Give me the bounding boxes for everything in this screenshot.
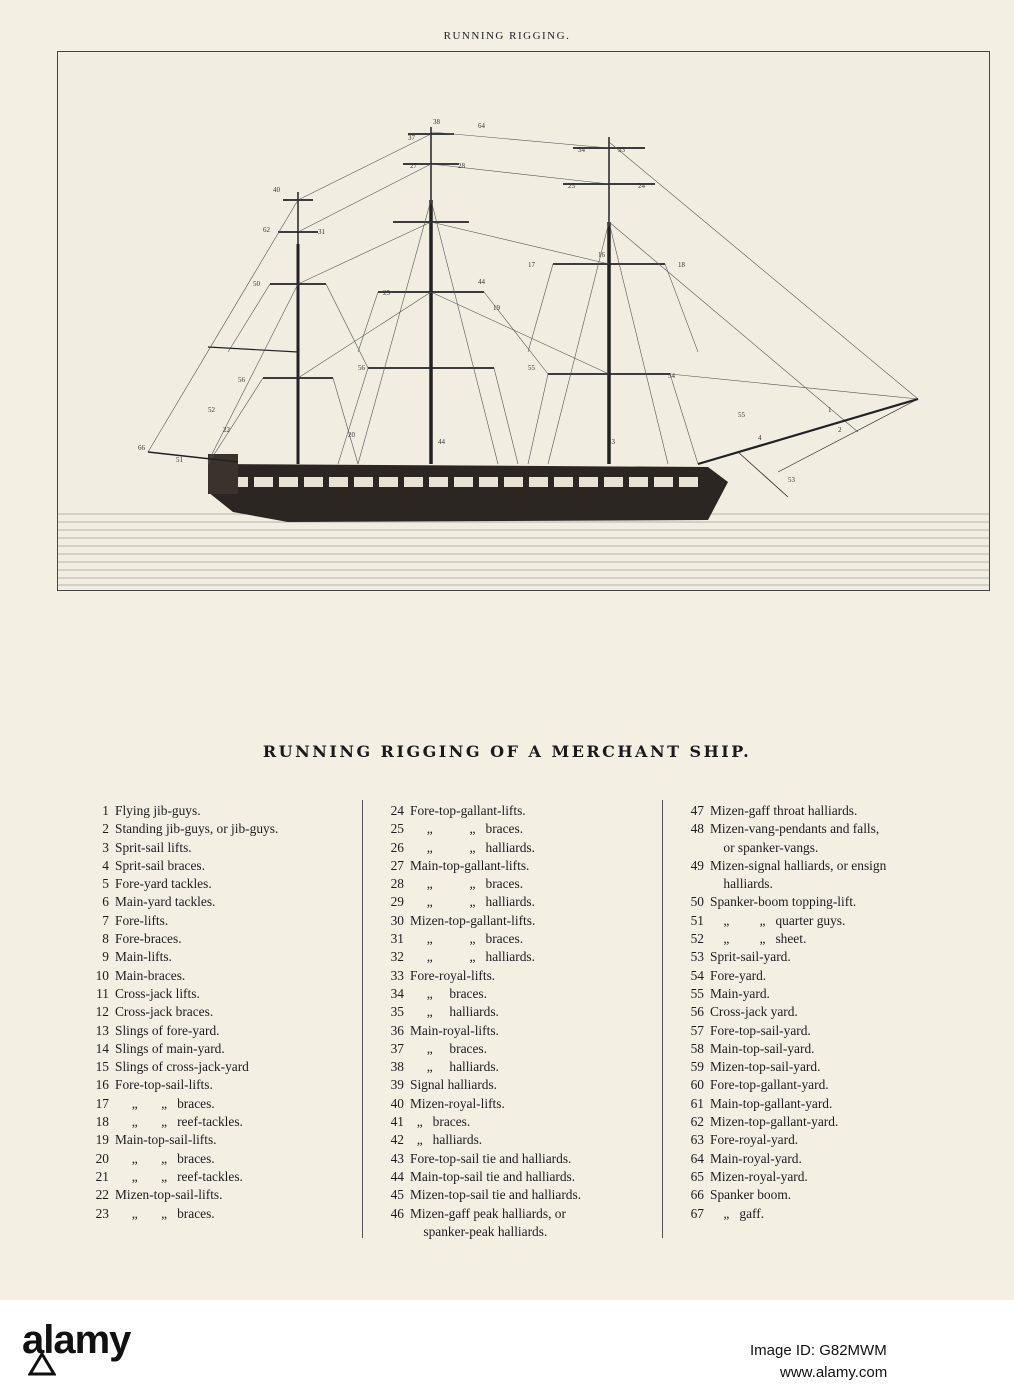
legend-entry-number [670,875,710,893]
svg-text:1: 1 [828,406,832,414]
legend-entry [75,948,360,966]
legend-entry-text: „ „ sheet. [710,931,807,947]
legend-entry-text: Spanker-boom topping-lift. [710,894,857,910]
legend-column-2 [370,802,660,1241]
legend-entry-text: „ halliards. [410,1004,499,1020]
legend-entry-text: Main-top-sail-lifts. [115,1132,217,1148]
svg-text:31: 31 [318,228,325,236]
legend-entry [670,875,970,893]
legend-entry [75,1076,360,1094]
legend-entry-text: „ „ braces. [115,1205,215,1221]
legend-entry-number: 32 [390,949,404,965]
legend-entry-number: 63 [690,1132,704,1148]
legend-entry-number: 55 [690,985,704,1001]
legend-entry-number: 20 [95,1150,109,1166]
legend-entry-text: Main-royal-yard. [710,1150,802,1166]
column-divider [362,800,363,1238]
legend-entry-number: 38 [390,1059,404,1075]
legend-entry-number: 21 [95,1168,109,1184]
legend-entry-number: 37 [390,1040,404,1056]
legend-entry [75,839,360,857]
legend-entry [370,1040,660,1058]
legend-entry-number: 50 [690,894,704,910]
legend-entry-number: 10 [95,967,109,983]
legend-entry-text: Mizen-top-sail-lifts. [115,1187,223,1203]
legend-entry-number: 9 [102,949,109,965]
legend-entry [75,912,360,930]
legend-entry-number: 17 [95,1095,109,1111]
svg-text:40: 40 [273,186,280,194]
image-id-text: Image ID: G82MWM [750,1342,887,1359]
legend-entry-text: Main-lifts. [115,949,172,965]
legend-entry-text: Slings of cross-jack-yard [115,1059,249,1075]
legend-entry-number [670,839,710,857]
svg-text:4: 4 [758,434,762,442]
svg-text:44: 44 [478,278,485,286]
legend-entry [670,1113,970,1131]
legend-entry-number: 40 [390,1095,404,1111]
legend-entry-text: „ „ reef-tackles. [115,1114,243,1130]
svg-text:62: 62 [263,226,270,234]
legend-entry-text: Main-yard. [710,985,770,1001]
legend-entry-number: 27 [390,857,404,873]
legend-entry-text: Mizen-royal-lifts. [410,1095,505,1111]
legend-entry [370,985,660,1003]
sea-lines [58,514,989,585]
legend-entry-text: Main-top-gallant-yard. [710,1095,833,1111]
watermark-logo: alamy [22,1318,131,1362]
legend-column-3 [670,802,970,1223]
legend-entry-text: „ „ braces. [410,821,524,837]
legend-entry-number: 43 [390,1150,404,1166]
legend-entry-text: Cross-jack yard. [710,1004,798,1020]
legend-entry [370,1003,660,1021]
legend-entry-text: Cross-jack lifts. [115,985,200,1001]
legend-entry [370,1113,660,1131]
svg-text:66: 66 [138,444,145,452]
legend-entry-text: Main-top-sail tie and halliards. [410,1168,576,1184]
legend-entry-number: 13 [95,1022,109,1038]
legend-entry-number: 33 [390,967,404,983]
legend-entry [75,893,360,911]
legend-entry [75,930,360,948]
legend-entry-text: Fore-top-gallant-yard. [710,1077,829,1093]
legend-entry [75,802,360,820]
svg-text:51: 51 [176,456,183,464]
legend-entry [370,948,660,966]
legend-column-1 [75,802,360,1223]
legend-entry [370,1022,660,1040]
legend-entry-number: 12 [95,1004,109,1020]
legend-entry-text: „ „ halliards. [410,894,535,910]
legend-entry [370,857,660,875]
legend-entry [670,1076,970,1094]
legend-entry-number: 51 [690,912,704,928]
legend-entry [670,967,970,985]
legend-entry [670,985,970,1003]
legend-entry-number: 62 [690,1114,704,1130]
legend-entry [670,1150,970,1168]
legend-entry-text: Fore-braces. [115,931,182,947]
legend-entry [670,1058,970,1076]
legend-entry-text: „ halliards. [410,1059,499,1075]
legend-entry-number: 60 [690,1077,704,1093]
legend-entry-text: „ „ braces. [410,931,524,947]
legend-entry [75,820,360,838]
svg-text:20: 20 [348,431,355,439]
column-divider [662,800,663,1238]
legend-entry [370,802,660,820]
legend-entry-text: Fore-top-sail tie and halliards. [410,1150,572,1166]
legend-entry-text: Cross-jack braces. [115,1004,214,1020]
legend-entry-text: „ gaff. [710,1205,765,1221]
legend-entry-number: 8 [102,931,109,947]
legend-entry [370,875,660,893]
legend-entry-text: Mizen-top-gallant-lifts. [410,912,536,928]
legend-entry [370,1223,660,1241]
svg-text:38: 38 [433,118,440,126]
legend-entry [75,857,360,875]
legend-entry-number: 42 [390,1132,404,1148]
legend-entry [370,1058,660,1076]
legend-entry [670,930,970,948]
legend-entry-number: 66 [690,1187,704,1203]
legend-entry [670,1186,970,1204]
legend-entry-number: 58 [690,1040,704,1056]
legend-entry [75,1205,360,1223]
svg-text:25: 25 [568,182,575,190]
legend-entry-text: „ „ halliards. [410,839,535,855]
bowsprit [698,399,918,497]
legend-entry [370,1150,660,1168]
legend-entry-number: 53 [690,949,704,965]
legend-entry [370,820,660,838]
svg-text:56: 56 [238,376,245,384]
legend-entry [670,820,970,838]
legend-entry-number: 67 [690,1205,704,1221]
legend-entry-text: Fore-yard. [710,967,767,983]
legend-entry-number: 3 [102,839,109,855]
legend-entry-text: „ braces. [410,1040,487,1056]
legend-entry-text: „ braces. [410,985,487,1001]
legend-entry-text: Fore-royal-lifts. [410,967,496,983]
svg-text:34: 34 [578,146,585,154]
svg-text:17: 17 [528,261,535,269]
legend-entry-number: 5 [102,876,109,892]
legend-entry [670,893,970,911]
svg-text:18: 18 [678,261,685,269]
masts [298,127,609,464]
svg-text:27: 27 [410,162,417,170]
legend-entry-number: 25 [390,821,404,837]
legend-entry-number: 24 [390,803,404,818]
ship-engraving [58,52,989,590]
legend-entry [75,985,360,1003]
legend-entry-text: Sprit-sail braces. [115,857,205,873]
legend-entry-number: 34 [390,985,404,1001]
rigging-lines [148,132,918,464]
watermark-url: www.alamy.com [780,1364,888,1381]
svg-text:43: 43 [608,438,615,446]
legend-entry [670,1022,970,1040]
legend-entry [370,967,660,985]
legend-entry [75,967,360,985]
svg-text:16: 16 [598,251,605,259]
legend-entry [370,930,660,948]
legend-entry-text: „ „ quarter guys. [710,912,846,928]
legend-entry-number: 39 [390,1077,404,1093]
legend-entry [670,1040,970,1058]
legend-entry-number: 52 [690,931,704,947]
legend-entry-text: Fore-yard tackles. [115,876,212,892]
svg-text:37: 37 [408,134,415,142]
legend-entry-number: 23 [95,1205,109,1221]
legend-entry-number: 57 [690,1022,704,1038]
ship-engraving-plate [57,51,990,591]
svg-text:22: 22 [223,426,230,434]
legend-entry-number: 4 [102,857,109,873]
legend-entry-text: Mizen-gaff throat halliards. [710,803,858,818]
legend-entry-number: 15 [95,1059,109,1075]
legend-entry [370,1186,660,1204]
legend-entry-text: Spanker boom. [710,1187,792,1203]
svg-text:52: 52 [208,406,215,414]
legend-entry [75,875,360,893]
legend-entry-text: Standing jib-guys, or jib-guys. [115,821,279,837]
legend-entry [670,1003,970,1021]
legend-entry-number: 36 [390,1022,404,1038]
legend-entry-text: „ braces. [410,1114,471,1130]
legend-entry [75,1095,360,1113]
legend-entry-text: Main-royal-lifts. [410,1022,499,1038]
legend-entry-number: 11 [96,985,109,1001]
legend-entry-text: or spanker-vangs. [710,839,819,855]
legend-entry-text: „ „ reef-tackles. [115,1168,243,1184]
legend-entry [75,1058,360,1076]
legend-entry-text: Mizen-top-gallant-yard. [710,1114,839,1130]
legend-entry-text: Main-top-gallant-lifts. [410,857,530,873]
running-header: RUNNING RIGGING. [443,30,571,42]
legend-entry-number: 22 [95,1187,109,1203]
legend-title: RUNNING RIGGING OF A MERCHANT SHIP. [262,742,752,761]
legend-entry [75,1131,360,1149]
svg-text:55: 55 [738,411,745,419]
legend-entry [370,1076,660,1094]
legend-entry-number: 59 [690,1059,704,1075]
legend-entry-text: halliards. [710,876,773,892]
legend-entry-text: „ halliards. [410,1132,483,1148]
legend-entry-number: 48 [690,821,704,837]
svg-text:24: 24 [638,182,645,190]
svg-text:64: 64 [478,122,485,130]
legend-entry [670,912,970,930]
svg-text:56: 56 [358,364,365,372]
legend-entry-text: Slings of main-yard. [115,1040,225,1056]
legend-entry-number: 44 [390,1168,404,1184]
legend-entry [670,1168,970,1186]
legend-entry-text: Fore-lifts. [115,912,169,928]
legend-entry-text: „ „ halliards. [410,949,535,965]
legend-entry-number: 46 [390,1205,404,1221]
legend-entry [370,1095,660,1113]
legend-entry-number: 14 [95,1040,109,1056]
legend-entry-text: Flying jib-guys. [115,803,201,818]
legend-entry-number: 16 [95,1077,109,1093]
legend-entry-text: Fore-top-gallant-lifts. [410,803,526,818]
legend-entry-number: 54 [690,967,704,983]
legend-entry-text: Main-top-sail-yard. [710,1040,815,1056]
legend-entry-number: 56 [690,1004,704,1020]
svg-text:54: 54 [668,372,675,380]
legend-entry-text: Mizen-signal halliards, or ensign [710,857,887,873]
legend-entry-text: „ „ braces. [115,1095,215,1111]
legend-entry-text: Signal halliards. [410,1077,498,1093]
legend-entry-number: 64 [690,1150,704,1166]
legend-entry [75,1168,360,1186]
legend-entry-text: spanker-peak halliards. [410,1223,548,1239]
legend-entry [670,1205,970,1223]
svg-text:33: 33 [618,146,625,154]
svg-text:19: 19 [493,304,500,312]
legend-entry-number: 49 [690,857,704,873]
legend-entry-text: „ „ braces. [115,1150,215,1166]
legend-entry-text: Mizen-top-sail tie and halliards. [410,1187,582,1203]
legend-entry-number [370,1223,410,1241]
legend-entry-number: 45 [390,1187,404,1203]
legend-entry [670,1095,970,1113]
legend-entry [670,857,970,875]
legend-entry-text: Fore-top-sail-yard. [710,1022,811,1038]
legend-entry-number: 30 [390,912,404,928]
legend-entry-number: 41 [390,1114,404,1130]
legend-entry-text: Fore-royal-yard. [710,1132,799,1148]
legend-entry-number: 6 [102,894,109,910]
legend-entry [670,948,970,966]
legend-entry [75,1022,360,1040]
legend-entry-number: 47 [690,803,704,818]
legend-entry-number: 29 [390,894,404,910]
svg-text:2: 2 [838,426,842,434]
legend-entry-number: 31 [390,931,404,947]
legend-entry-number: 18 [95,1114,109,1130]
legend-entry-text: Fore-top-sail-lifts. [115,1077,213,1093]
legend-entry-number: 2 [102,821,109,837]
legend-entry-text: Slings of fore-yard. [115,1022,220,1038]
svg-text:28: 28 [458,162,465,170]
legend-entry [75,1186,360,1204]
legend-entry-number: 19 [95,1132,109,1148]
legend-entry [370,893,660,911]
svg-text:50: 50 [253,280,260,288]
legend-entry-number: 28 [390,876,404,892]
legend-entry-number: 35 [390,1004,404,1020]
legend-entry [75,1040,360,1058]
legend-entry-number: 26 [390,839,404,855]
legend-entry-number: 7 [102,912,109,928]
legend-entry [370,1168,660,1186]
legend-entry-text: Mizen-top-sail-yard. [710,1059,821,1075]
camera-aperture-icon [28,1352,56,1376]
legend-entry-text: Mizen-royal-yard. [710,1168,808,1184]
legend-entry [75,1150,360,1168]
ship-hull [208,454,728,522]
legend-entry [670,839,970,857]
rigging-number-labels [138,118,842,484]
spanker-boom [148,347,298,462]
legend-entry [75,1113,360,1131]
legend-entry-number: 65 [690,1168,704,1184]
legend-entry-text: Main-yard tackles. [115,894,216,910]
svg-text:44: 44 [438,438,445,446]
legend-entry-text: Sprit-sail-yard. [710,949,791,965]
legend-entry [670,1131,970,1149]
svg-text:53: 53 [788,476,795,484]
legend-entry-number: 1 [102,803,109,818]
svg-text:25: 25 [383,289,390,297]
legend-entry [370,1205,660,1223]
legend-entry-text: Mizen-gaff peak halliards, or [410,1205,566,1221]
legend-entry [75,1003,360,1021]
legend-entry-number: 61 [690,1095,704,1111]
legend-entry [670,802,970,820]
legend-entry-text: Mizen-vang-pendants and falls, [710,821,880,837]
svg-text:55: 55 [528,364,535,372]
legend-entry [370,839,660,857]
legend-entry-text: Sprit-sail lifts. [115,839,192,855]
legend-entry [370,1131,660,1149]
legend-entry [370,912,660,930]
legend-entry-text: „ „ braces. [410,876,524,892]
legend-entry-text: Main-braces. [115,967,186,983]
